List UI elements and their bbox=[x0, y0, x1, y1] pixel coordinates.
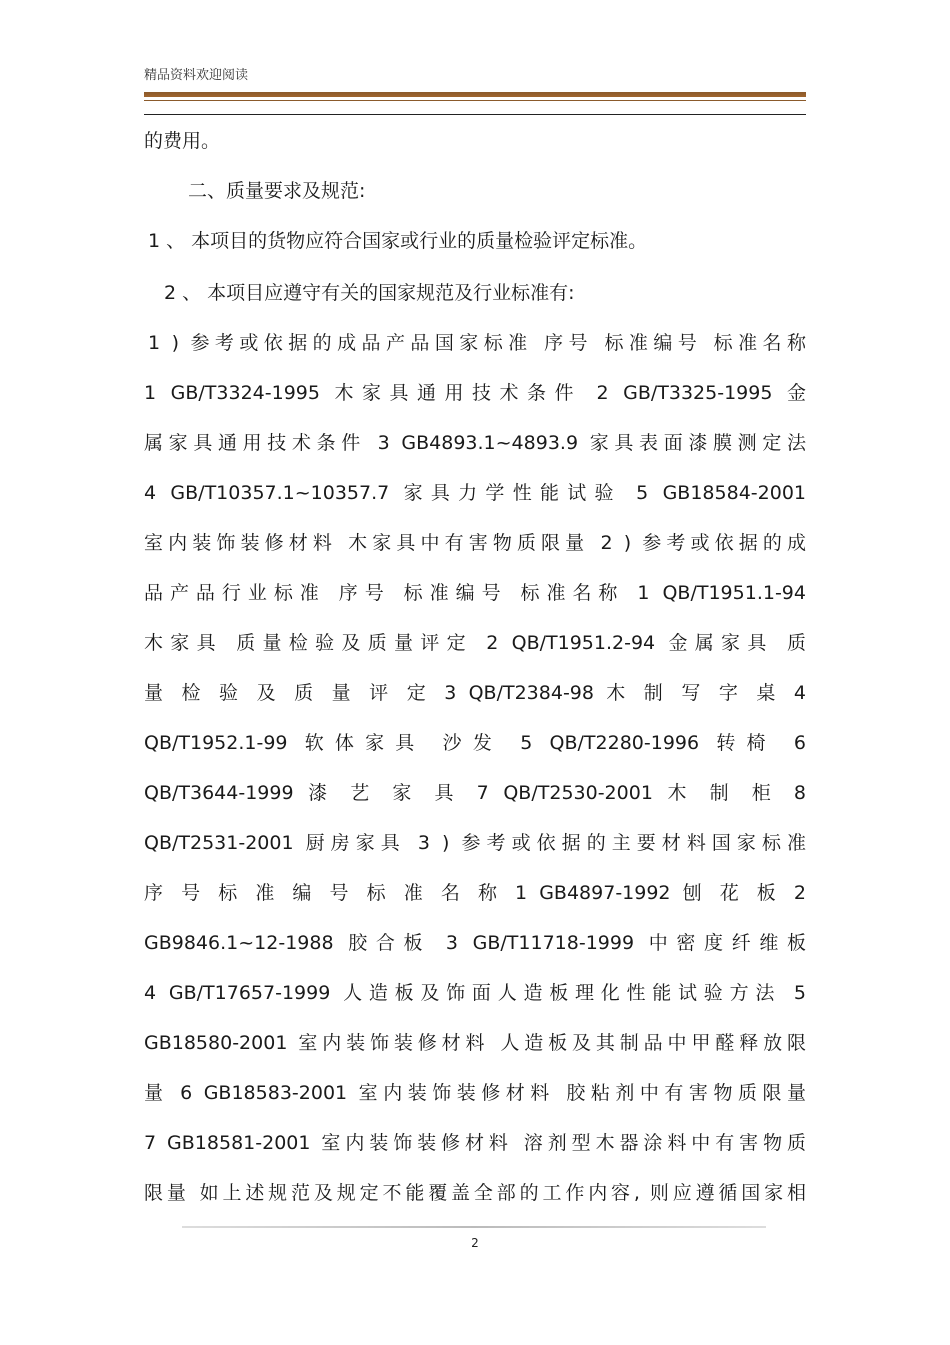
body-line-5: 1 ) 参考或依据的成品产品国家标准 序号 标准编号 标准名称 bbox=[148, 332, 806, 354]
body-line-16: 序 号 标 准 编 号 标 准 名 称 1 GB4897-1992 刨 花 板 2 bbox=[144, 882, 806, 904]
body-line-4: 2 、 本项目应遵守有关的国家规范及行业标准有: bbox=[164, 282, 575, 304]
header-rule bbox=[144, 92, 806, 97]
body-line-20: 量 6 GB18583-2001 室内装饰装修材料 胶粘剂中有害物质限量 bbox=[144, 1082, 806, 1104]
body-line-9: 室内装饰装修材料 木家具中有害物质限量 2 ) 参考或依据的成 bbox=[144, 532, 806, 554]
section-heading: 二、质量要求及规范: bbox=[188, 180, 366, 202]
body-line-11: 木家具 质量检验及质量评定 2 QB/T1951.2-94 金属家具 质 bbox=[144, 632, 806, 654]
body-line-18: 4 GB/T17657-1999 人造板及饰面人造板理化性能试验方法 5 bbox=[144, 982, 806, 1004]
page-number: 2 bbox=[471, 1236, 479, 1250]
body-line-10: 品产品行业标准 序号 标准编号 标准名称 1 QB/T1951.1-94 bbox=[144, 582, 806, 604]
body-line-1: 的费用。 bbox=[144, 130, 221, 152]
header-title: 精品资料欢迎阅读 bbox=[144, 68, 249, 83]
footer-rule bbox=[182, 1226, 766, 1228]
body-line-17: GB9846.1~12-1988 胶合板 3 GB/T11718-1999 中密度纤维板 bbox=[144, 932, 806, 954]
body-line-21: 7 GB18581-2001 室内装饰装修材料 溶剂型木器涂料中有害物质 bbox=[144, 1132, 806, 1154]
body-line-19: GB18580-2001 室内装饰装修材料 人造板及其制品中甲醛释放限 bbox=[144, 1032, 806, 1054]
body-line-12: 量 检 验 及 质 量 评 定 3 QB/T2384-98 木 制 写 字 桌 4 bbox=[144, 682, 806, 704]
body-line-22: 限量 如上述规范及规定不能覆盖全部的工作内容, 则应遵循国家相 bbox=[144, 1182, 806, 1204]
body-line-14: QB/T3644-1999 漆 艺 家 具 7 QB/T2530-2001 木 制 柜 8 bbox=[144, 782, 806, 804]
body-line-15: QB/T2531-2001 厨房家具 3 ) 参考或依据的主要材料国家标准 bbox=[144, 832, 806, 854]
body-line-7: 属家具通用技术条件 3 GB4893.1~4893.9 家具表面漆膜测定法 bbox=[144, 432, 806, 454]
content-top-rule bbox=[144, 114, 806, 115]
body-line-3: 1 、 本项目的货物应符合国家或行业的质量检验评定标准。 bbox=[148, 230, 648, 252]
body-line-13: QB/T1952.1-99 软体家具 沙发 5 QB/T2280-1996 转椅 6 bbox=[144, 732, 806, 754]
body-line-8: 4 GB/T10357.1~10357.7 家具力学性能试验 5 GB18584-2001 bbox=[144, 482, 806, 504]
body-line-6: 1 GB/T3324-1995 木家具通用技术条件 2 GB/T3325-1995 金 bbox=[144, 382, 806, 404]
header-rule-thin bbox=[144, 100, 806, 101]
